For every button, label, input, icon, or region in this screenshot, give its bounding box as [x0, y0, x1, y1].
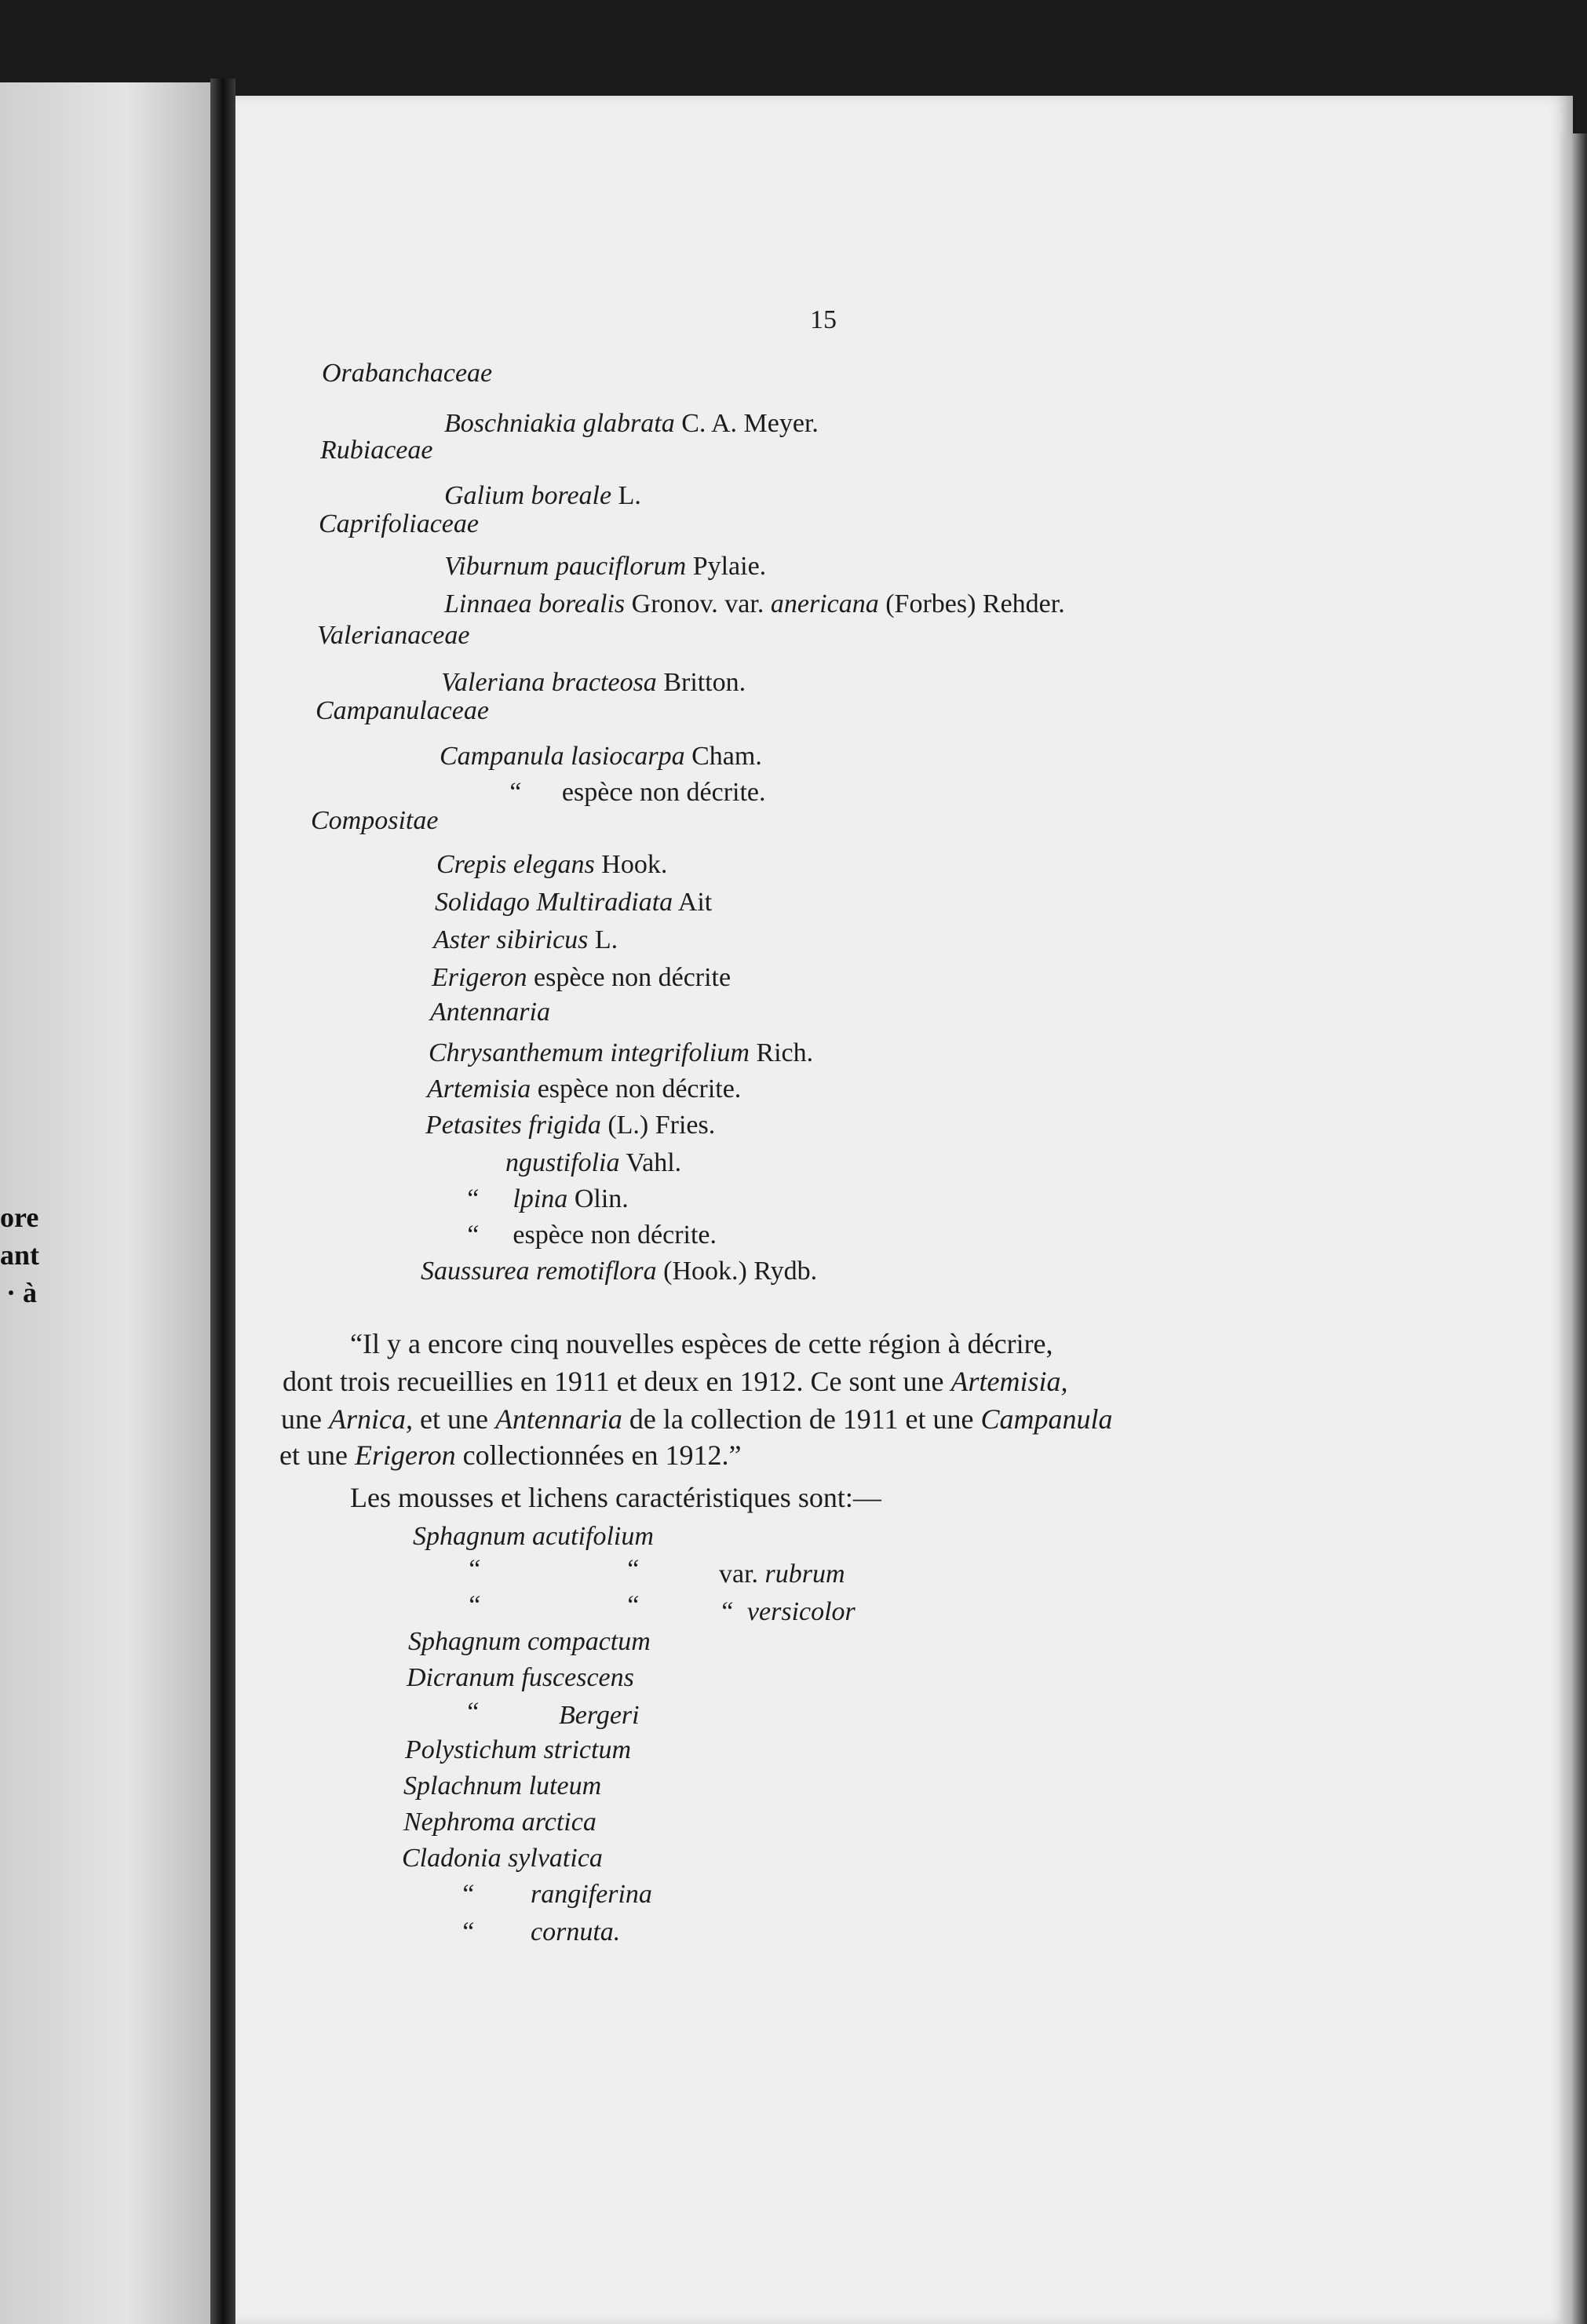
species-line: Chrysanthemum integrifolium Rich. — [429, 1038, 814, 1067]
ditto-mark: “ — [465, 1698, 480, 1727]
moss-line: Polystichum strictum — [405, 1735, 632, 1764]
ditto-mark: “ — [625, 1555, 640, 1584]
moss-variety: “ versicolor — [719, 1597, 856, 1626]
moss-variety: var. rubrum — [719, 1560, 845, 1589]
family-name: Compositae — [311, 806, 439, 835]
species-line: Crepis elegans Hook. — [436, 850, 668, 879]
ditto-mark: “ — [460, 1917, 475, 1946]
moss-line: Splachnum luteum — [403, 1771, 602, 1800]
left-text-fragment: · à — [6, 1277, 38, 1308]
moss-line: Dicranum fuscescens — [407, 1663, 634, 1692]
left-text-fragment: ant — [0, 1239, 40, 1271]
book-gutter — [210, 78, 235, 2324]
paragraph-line: dont trois recueillies en 1911 et deux en 1912. Ce sont une Artemisia, — [283, 1366, 1068, 1397]
page-edge — [1560, 133, 1587, 2324]
species-line: Campanula lasiocarpa Cham. — [440, 742, 762, 771]
family-name: Campanulaceae — [316, 696, 489, 725]
species-line: Solidago Multiradiata Ait — [435, 888, 713, 917]
species-line: Antennaria — [430, 998, 550, 1027]
species-line: Artemisia espèce non décrite. — [427, 1074, 742, 1104]
species-line: “ lpina Olin. — [465, 1184, 629, 1213]
ditto-mark: “ — [466, 1555, 481, 1584]
left-text-fragment: ore — [0, 1202, 39, 1233]
moss-line: Cladonia sylvatica — [402, 1844, 603, 1873]
mosses-intro: Les mousses et lichens caractéristiques sont:— — [350, 1482, 881, 1513]
moss-line: Sphagnum compactum — [408, 1627, 651, 1656]
ditto-mark: “ — [460, 1880, 475, 1909]
paragraph-line: et une Erigeron collectionnées en 1912.” — [279, 1439, 742, 1471]
left-page — [0, 82, 210, 2324]
family-name: Rubiaceae — [320, 436, 433, 465]
moss-line: Nephroma arctica — [403, 1808, 596, 1837]
species-line: “ espèce non décrite. — [465, 1220, 717, 1250]
species-line: Viburnum pauciflorum Pylaie. — [444, 552, 767, 581]
page-number: 15 — [810, 305, 837, 334]
species-line: Boschniakia glabrata C. A. Meyer. — [444, 409, 819, 438]
species-line: Aster sibiricus L. — [433, 925, 618, 954]
species-line: Galium boreale L. — [444, 481, 641, 510]
moss-line: Bergeri — [559, 1701, 640, 1730]
paragraph-line: “Il y a encore cinq nouvelles espèces de cette région à décrire, — [350, 1328, 1053, 1359]
family-name: Valerianaceae — [317, 621, 470, 650]
moss-line: rangiferina — [531, 1880, 652, 1909]
species-line: Petasites frigida (L.) Fries. — [425, 1111, 716, 1140]
species-line: ngustifolia Vahl. — [505, 1148, 682, 1177]
right-page — [235, 96, 1573, 2324]
moss-line: cornuta. — [531, 1917, 621, 1946]
ditto-mark: “ — [625, 1591, 640, 1620]
family-name: Orabanchaceae — [322, 359, 493, 388]
family-name: Caprifoliaceae — [319, 509, 479, 538]
paragraph-line: une Arnica, et une Antennaria de la collection de 1911 et une Campanula — [281, 1403, 1113, 1435]
species-line: Saussurea remotiflora (Hook.) Rydb. — [421, 1257, 818, 1286]
species-line: Valeriana bracteosa Britton. — [441, 668, 746, 697]
species-line: Linnaea borealis Gronov. var. anericana (Forbes) Rehder. — [444, 589, 1065, 618]
moss-line: Sphagnum acutifolium — [413, 1522, 654, 1551]
ditto-mark: “ — [466, 1591, 481, 1620]
species-line: “ espèce non décrite. — [507, 778, 766, 807]
species-line: Erigeron espèce non décrite — [432, 963, 731, 992]
